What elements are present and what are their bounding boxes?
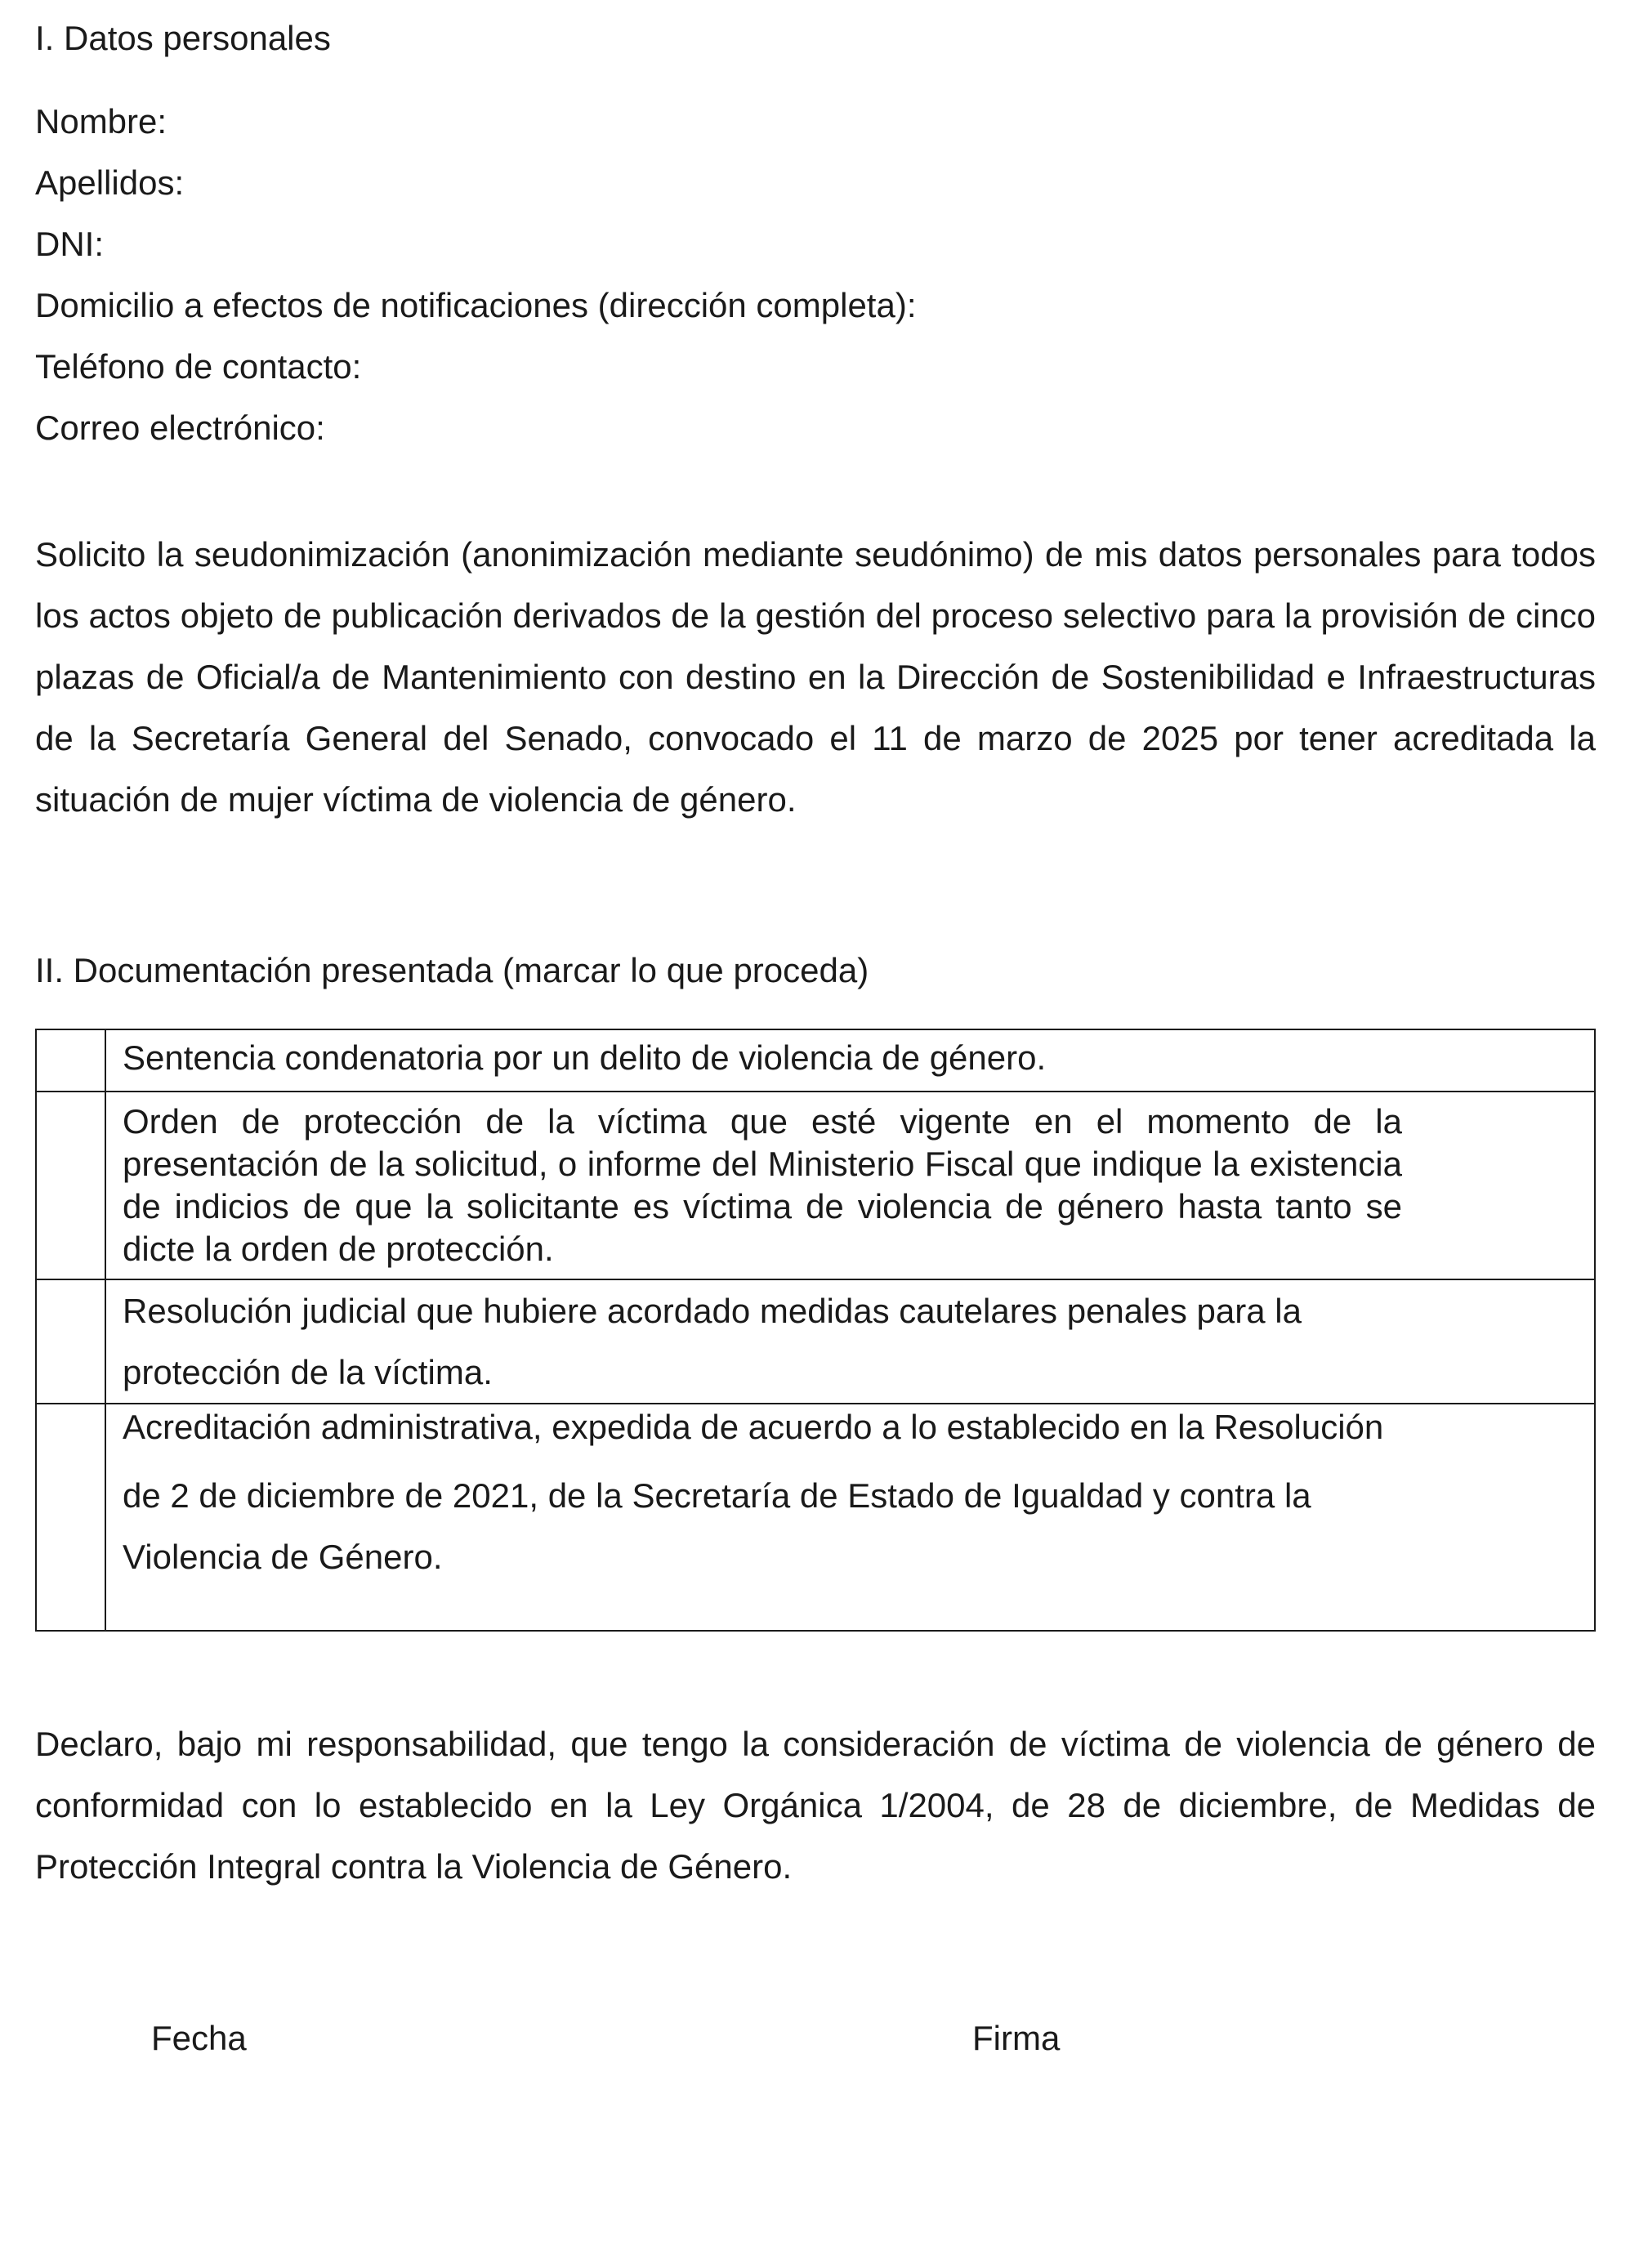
- doc-option-resolucion-judicial-container: [123, 1280, 1402, 1403]
- table-row: [36, 1029, 1595, 1092]
- section-1-heading: I. Datos personales: [35, 19, 331, 57]
- doc-option-acreditacion-line3: Violencia de Género.: [123, 1538, 443, 1576]
- documentation-table: [35, 1029, 1596, 1632]
- section-2-heading: II. Documentación presentada (marcar lo que proceda): [35, 951, 869, 989]
- table-cell: [105, 1279, 1595, 1404]
- checkbox-acreditacion-administrativa[interactable]: [36, 1404, 105, 1631]
- doc-option-sentencia: Sentencia condenatoria por un delito de violencia de género.: [123, 1038, 1047, 1077]
- table-row: [36, 1279, 1595, 1404]
- field-correo: Correo electrónico:: [35, 409, 325, 447]
- table-row: [36, 1404, 1595, 1631]
- table-cell: [105, 1404, 1595, 1631]
- field-apellidos: Apellidos:: [35, 163, 185, 202]
- request-paragraph-container: [35, 524, 1596, 830]
- field-nombre: Nombre:: [35, 102, 167, 141]
- table-cell: [105, 1092, 1595, 1279]
- declaration-container: [35, 1713, 1596, 1897]
- signature-label: Firma: [972, 2019, 1061, 2057]
- field-dni: DNI:: [35, 225, 104, 263]
- field-domicilio: Domicilio a efectos de notificaciones (dirección completa):: [35, 286, 917, 324]
- doc-option-resolucion-line1: Resolución judicial que hubiere acordado medidas cautelares penales para la: [123, 1292, 1302, 1330]
- table-row: [36, 1092, 1595, 1279]
- date-label: Fecha: [151, 2019, 247, 2057]
- request-paragraph: Solicito la seudonimización (anonimización mediante seudónimo) de mis datos personales para todos los actos objeto de publicación derivados de la gestión del proceso selectivo para la provisión de cinco plazas de Oficial/a de Mantenimiento con destino en la Dirección de Sostenibilidad e Infraestructuras de la Secretaría General del Senado, convocado el 11 de marzo de 2025 por tener acreditada la situación de mujer víctima de violencia de género.: [35, 535, 1596, 819]
- doc-option-acreditacion-container: [123, 1404, 1402, 1587]
- field-telefono: Teléfono de contacto:: [35, 347, 362, 386]
- checkbox-sentencia[interactable]: [36, 1029, 105, 1092]
- doc-option-orden-proteccion: Orden de protección de la víctima que esté vigente en el momento de la presentación de la solicitud, o informe del Ministerio Fiscal que indique la existencia de indicios de que la solicitante es víctima de violencia de género hasta tanto se dicte la orden de protección.: [123, 1102, 1402, 1268]
- doc-option-resolucion-line2: protección de la víctima.: [123, 1353, 493, 1391]
- declaration-paragraph: Declaro, bajo mi responsabilidad, que tengo la consideración de víctima de violencia de género de conformidad con lo establecido en la Ley Orgánica 1/2004, de 28 de diciembre, de Medidas de Protección Integral contra la Violencia de Género.: [35, 1725, 1596, 1886]
- doc-option-acreditacion-line1: Acreditación administrativa, expedida de acuerdo a lo establecido en la Resolución: [123, 1408, 1384, 1446]
- checkbox-resolucion-judicial[interactable]: [36, 1279, 105, 1404]
- table-cell: [105, 1029, 1595, 1092]
- checkbox-orden-proteccion[interactable]: [36, 1092, 105, 1279]
- doc-option-acreditacion-line2: de 2 de diciembre de 2021, de la Secretaría de Estado de Igualdad y contra la: [123, 1476, 1311, 1515]
